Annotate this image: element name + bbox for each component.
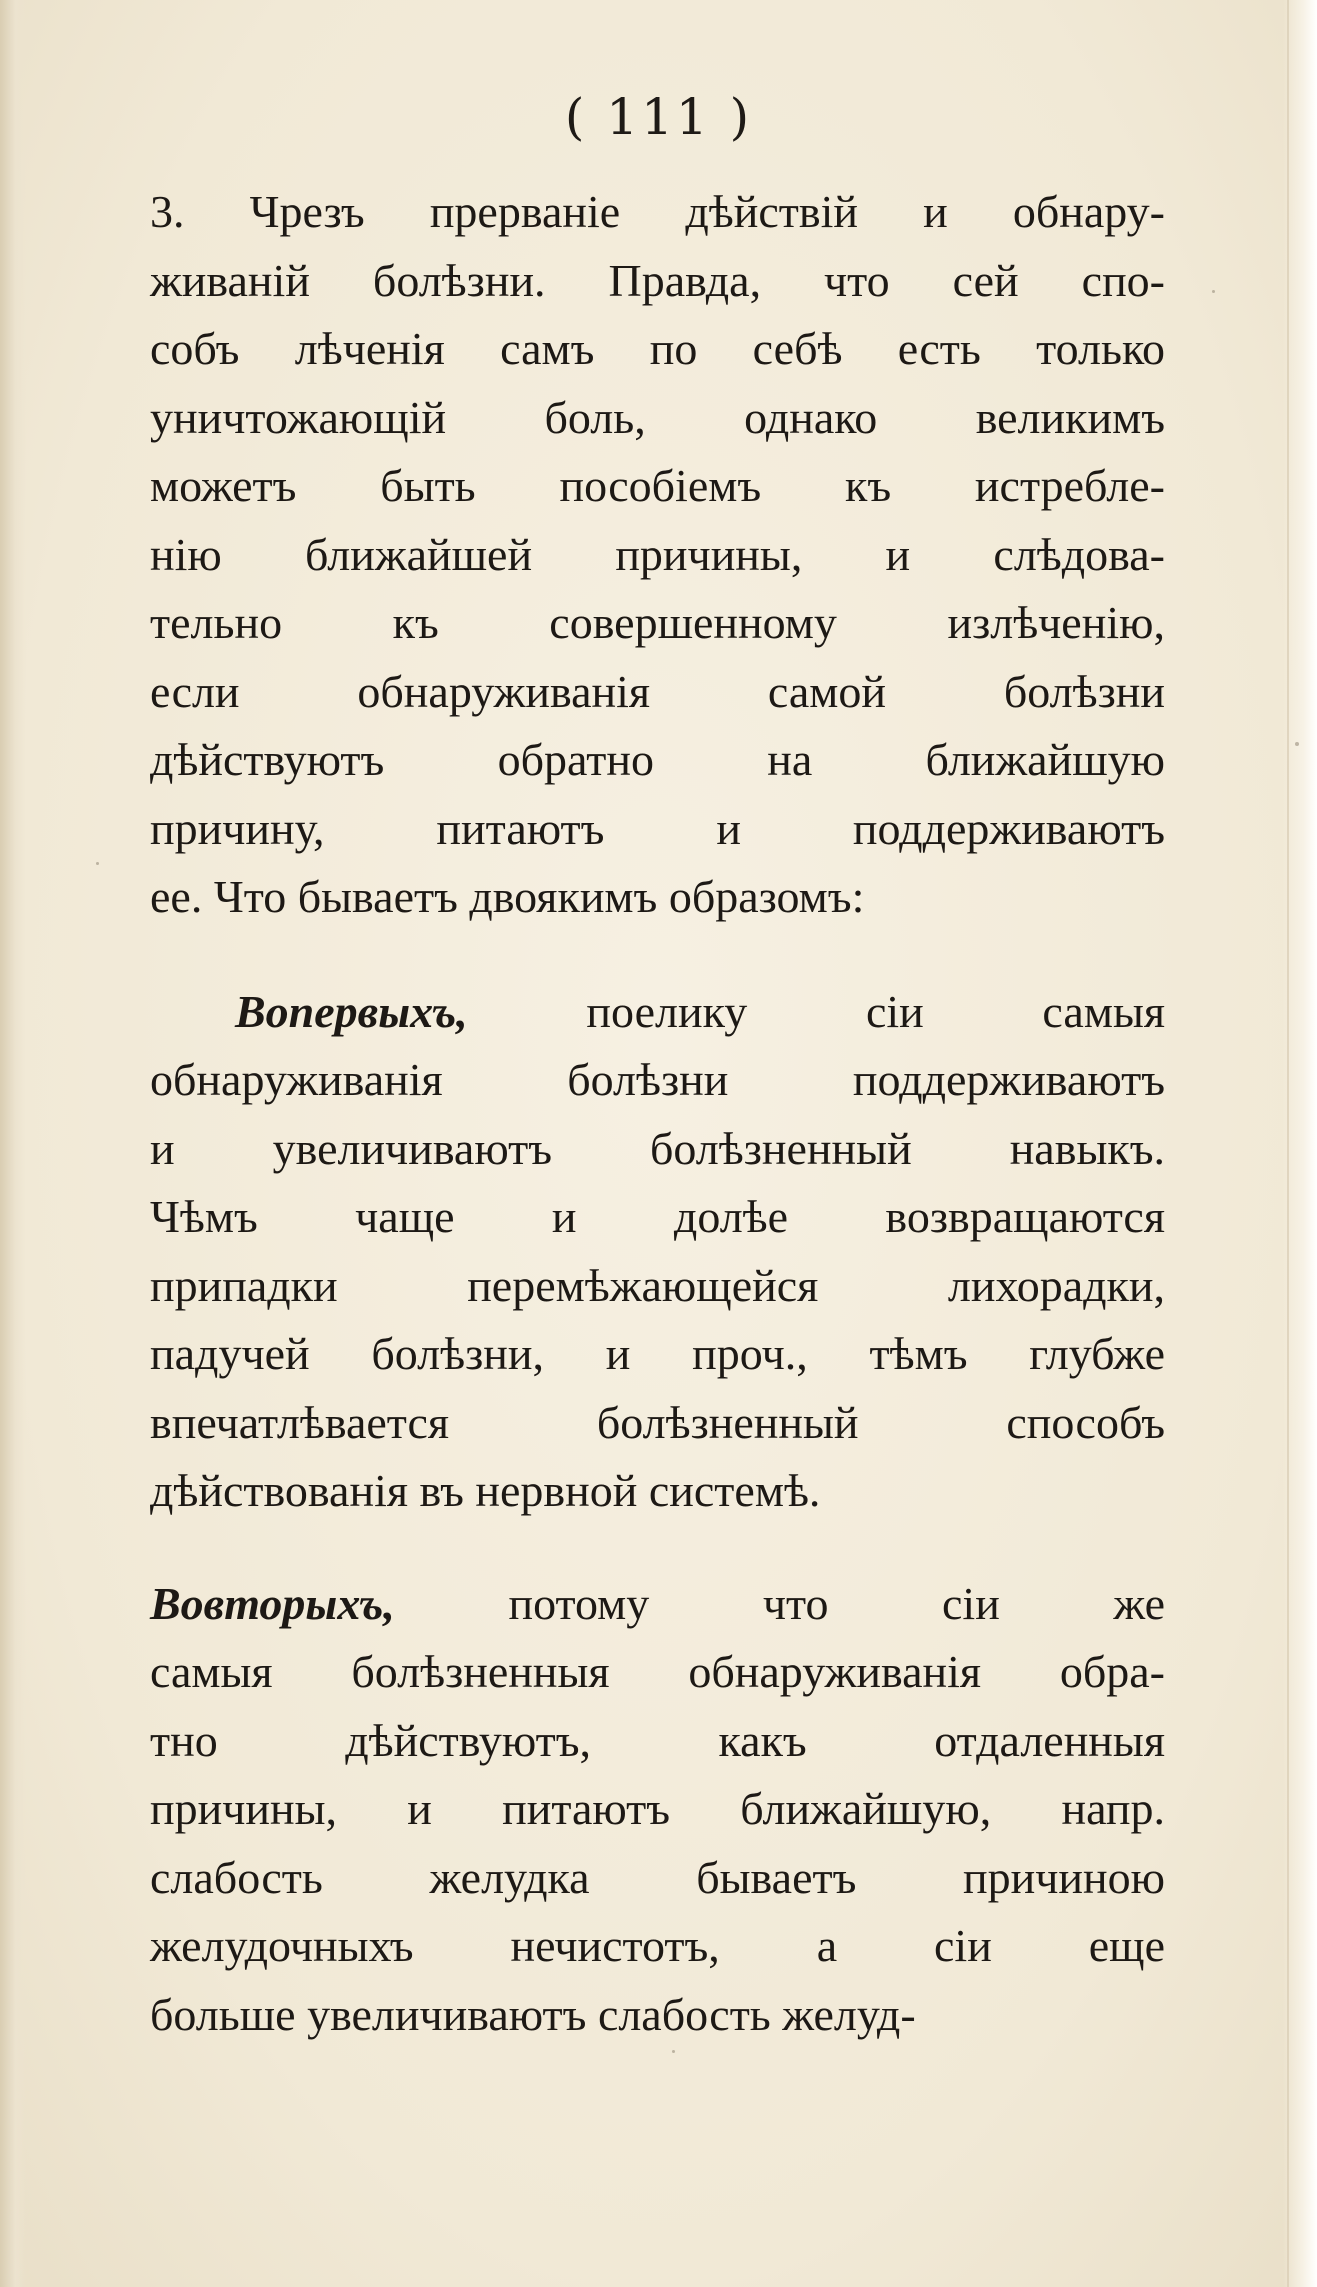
text-line: слабость желудка бываетъ причиною <box>150 1851 1165 1903</box>
paragraph-1 <box>150 178 1165 932</box>
paragraph-2 <box>150 978 1165 1526</box>
page-edge-line <box>1287 0 1289 2287</box>
paper-speck <box>96 862 99 865</box>
paragraph-lead-word: Вопервыхъ, <box>235 985 468 1037</box>
text-line <box>150 978 1165 1047</box>
paper-speck <box>1212 290 1215 293</box>
page-body-text <box>150 178 1165 2049</box>
text-line: падучей болѣзни, и проч., тѣмъ глубже <box>150 1328 1165 1379</box>
text-line: уничтожающiй боль, однако великимъ <box>150 391 1165 443</box>
text-line: Чѣмъ чаще и долѣе возвращаются <box>150 1191 1165 1242</box>
text-line: больше увеличиваютъ слабость желуд- <box>150 1988 916 2040</box>
text-line: и увеличиваютъ болѣзненный навыкъ. <box>150 1122 1165 1174</box>
text-line: можетъ быть пособiемъ къ истребле- <box>150 460 1165 511</box>
text-line: тно дѣйствуютъ, какъ отдаленныя <box>150 1714 1165 1766</box>
text-line: 3. Чрезъ прерванiе дѣйствiй и обнару- <box>150 186 1165 237</box>
text-line: причину, питаютъ и поддерживаютъ <box>150 802 1165 854</box>
text-line: нiю ближайшей причины, и слѣдова- <box>150 528 1165 580</box>
text-line: припадки перемѣжающейся лихорадки, <box>150 1259 1165 1311</box>
text-line: самыя болѣзненныя обнаруживанiя обра- <box>150 1646 1165 1697</box>
text-line: впечатлѣвается болѣзненный способъ <box>150 1396 1165 1448</box>
text-fragment: поелику сiи самыя <box>586 985 1166 1037</box>
paragraph-3 <box>150 1570 1165 2050</box>
text-line: причины, и питаютъ ближайшую, напр. <box>150 1783 1165 1834</box>
text-line: дѣйствуютъ обратно на ближайшую <box>150 734 1165 785</box>
text-line: обнаруживанiя болѣзни поддерживаютъ <box>150 1054 1165 1105</box>
text-line: дѣйствованiя въ нервной системѣ. <box>150 1465 821 1516</box>
text-line: живанiй болѣзни. Правда, что сей спо- <box>150 254 1165 306</box>
paper-speck <box>672 2050 675 2053</box>
paragraph-lead-word: Вовторыхъ, <box>150 1577 395 1629</box>
text-line: ее. Что бываетъ двоякимъ образомъ: <box>150 871 865 922</box>
text-line: если обнаруживанiя самой болѣзни <box>150 665 1165 717</box>
text-fragment: потому что сiи же <box>508 1577 1166 1629</box>
page-number: ( 111 ) <box>564 88 753 146</box>
text-line: тельно къ совершенному излѣченiю, <box>150 597 1165 648</box>
text-line: желудочныхъ нечистотъ, а сiи еще <box>150 1920 1165 1971</box>
text-line: собъ лѣченiя самъ по себѣ есть только <box>150 323 1165 374</box>
page-left-shadow <box>0 0 26 2287</box>
paper-speck <box>1295 742 1299 746</box>
text-line <box>150 1570 1165 1639</box>
